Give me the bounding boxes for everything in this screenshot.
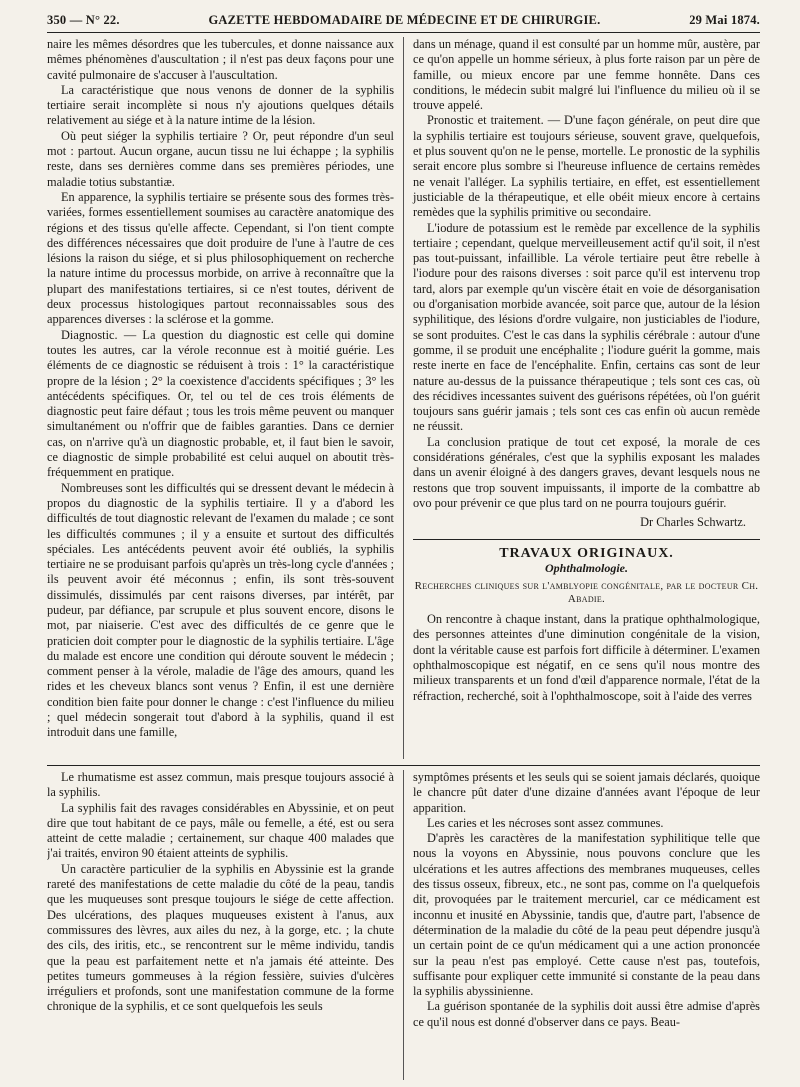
paragraph: Pronostic et traitement. — D'une façon générale, on peut dire que la syphilis tertiaire est toujours sérieuse, souvent grave, quelquefois, et plus souvent qu'on ne le pense, mortelle. Le pronostic de la syphilis serait encore plus sombre si l'heureuse influence de certains remèdes ne venait l'alléger. La syphilis tertiaire, en effet, est essentiellement justiciable de la thérapeutique, et elle obéit mieux encore à certains remèdes que la syphilis primitive ou secondaire. — [413, 113, 760, 220]
paragraph: Les caries et les nécroses sont assez communes. — [427, 815, 664, 830]
running-head — [47, 0, 760, 33]
paragraph: D'après les caractères de la manifestation syphilitique telle que nous la voyons en Abyssinie, nous pouvons conclure que les ulcérations et les autres affections des membranes muqueuses, celles des tissus osseux, fibreux, etc., ne sont pas, comme on l'a quelquefois dit, provoquées par le traitement mercuriel, car ce médicament est inconnu et inusité en Abyssinie, tandis que, d'autre part, l'absence de détermination de la maladie du côté de la peau peut dépendre jusqu'à un certain point de ce qu'un médicament qui a une action prononcée sur la peau n'est pas employé. Cette cause n'est pas, toutefois, suffisante pour expliquer cette immunité si constante de la peau dans la syphilis abyssinienne. — [413, 831, 760, 999]
paragraph: Nombreuses sont les difficultés qui se dressent devant le médecin à propos du diagnostic de la syphilis tertiaire. Il y a d'abord les difficultés de tout diagnostic relevant de l'examen du malade ; ce sont les difficultés communes ; il y a ensuite et surtout des difficultés spéciales. Les antécédents peuvent avoir été oubliés, la syphilis tertiaire ne se produisant parfois qu'après un très-long cycle d'années ; ils peuvent avoir été méconnus ; enfin, ils sont très-souvent dissimulés, dissimulés par cent raisons diverses, par intérêt, par pudeur, par défiance, par scrupule et plus souvent encore, disons le mot, par niaiserie. C'est avec des difficultés de ce genre que le praticien doit compter pour le diagnostic de la syphilis tertiaire. L'âge du malade est encore une condition qui déroute souvent le médecin ; comment penser à la vérole, maladie de l'âge des amours, quand les rides et les cheveux blancs sont venus ? Enfin, il est une dernière condition bien faite pour donner le change : c'est l'influence du milieu ; quel médecin songerait tout d'abord à la syphilis, quand il est introduit dans une famille, — [47, 480, 394, 740]
paragraph: naire les mêmes désordres que les tubercules, et donne naissance aux mêmes phénomènes d'auscultation ; il n'est pas deux façons pour une cavité pulmonaire de s'accuser à l'auscultation. — [47, 37, 394, 82]
article-title: Recherches cliniques sur l'amblyopie congénitale, par le docteur Ch. Abadie. — [414, 580, 759, 606]
section-divider — [413, 539, 760, 540]
paragraph: La caractéristique que nous venons de donner de la syphilis tertiaire serait incomplète si nous n'y ajoutions quelques détails relativement au siége et à la nature intime de la lésion. — [47, 82, 394, 128]
upper-right-column — [413, 37, 760, 759]
author-signature: Dr Charles Schwartz. — [640, 515, 746, 530]
paragraph: La syphilis fait des ravages considérables en Abyssinie, et on peut dire que tout habitant de ce pays, mâle ou femelle, a été, est ou sera atteint de cette maladie ; certainement, sur chaque 400 malades que j'ai traités, environ 90 étaient atteints de syphilis. — [47, 800, 394, 861]
lower-article-columns — [47, 770, 760, 1080]
section-subtitle: Ophthalmologie. — [544, 560, 628, 575]
upper-left-column — [47, 37, 394, 759]
issue-date: 29 Mai 1874. — [689, 13, 760, 27]
feuilleton-divider — [47, 765, 760, 766]
running-head-left — [47, 13, 120, 28]
paragraph: Où peut siéger la syphilis tertiaire ? Or, peut répondre d'un seul mot : partout. Aucun organe, aucun tissu ne lui échappe ; la syphilis reste, dans ses dernières comme dans ses premières périodes, une maladie totius substantiæ. — [47, 128, 394, 189]
paragraph: Le rhumatisme est assez commun, mais presque toujours associé à la syphilis. — [47, 770, 394, 800]
paragraph: symptômes présents et les seuls qui se soient jamais déclarés, quoique le chancre pût dater d'une dizaine d'années avant l'époque de leur apparition. — [413, 770, 760, 815]
paragraph: On rencontre à chaque instant, dans la pratique ophthalmologique, des personnes atteintes d'une diminution congénitale de la vision, dont la véritable cause est parfois fort difficile à déterminer. L'examen ophthalmoscopique est négatif, en ce sens qu'il nous montre des milieux transparents et un fond d'œil d'apparence normale, l'état de la réfraction, recherché, soit à l'ophthalmoscope, soit à l'aide des verres — [413, 612, 760, 703]
issue-number: — N° 22. — [69, 13, 120, 27]
column-rule — [403, 37, 404, 759]
section-title: TRAVAUX ORIGINAUX. — [499, 545, 674, 561]
paragraph: Diagnostic. — La question du diagnostic est celle qui domine toutes les autres, car la vérole reconnue est à moitié guérie. Les éléments de ce diagnostic se réduisent à trois : 1° la caractéristique propre de la lésion ; 2° la coexistence d'accidents spécifiques ; 3° les antécédents spécifiques. Or, tel ou tel de ces trois éléments de diagnostic peut faire défaut ; tous les trois même peuvent ou manquer simultanément ou n'offrir que de faibles garanties. Dans ce dernier cas, on n'arrive qu'à un diagnostic probable, et, il faut bien le savoir, ce diagnostic de simple probabilité est celui auquel on aboutit très-fréquemment en pratique. — [47, 327, 394, 480]
page-number: 350 — [47, 13, 67, 27]
paragraph: En apparence, la syphilis tertiaire se présente sous des formes très-variées, formes essentiellement soumises au caractère anatomique des régions et des tissus qu'elle affecte. Cependant, si l'on tient compte des différences nécessaires que doit produire de l'une à l'autre de ces lésions la raison du siége, et si plus philosophiquement on recherche la nature intime du processus morbide, on arrive à reconnaître que la plupart des manifestations tertiaires, si ce n'est toutes, dérivent de deux processus histologiques partout reconnaissables sous des apparences diverses : la sclérose et la gomme. — [47, 189, 394, 327]
column-rule — [403, 770, 404, 1080]
paragraph: La conclusion pratique de tout cet exposé, la morale de ces considérations générales, c'est que la syphilis exposant les malades dans un avenir éloigné à des dangers graves, devant lesquels nous ne restons que trop souvent impuissants, il importe de la combattre ab ovo pour prévenir ce que plus tard on ne pourra toujours guérir. — [413, 434, 760, 510]
paragraph: Un caractère particulier de la syphilis en Abyssinie est la grande rareté des manifestations de cette maladie du côté de la peau, tandis que les muqueuses sont presque toujours le siége de cette affection. Des ulcérations, des plaques muqueuses existent à l'anus, aux commissures des lèvres, aux ailes du nez, à la gorge, etc. ; la chute des cils, des iritis, etc., se rencontrent sur le même individu, tandis que la peau est parfaitement nette et n'a jamais été atteinte. Des petites tumeurs gommeuses à la région fessière, suivies d'ulcères irréguliers et profonds, sont une manifestation commune de la forme chronique de la syphilis, et ce sont quelquefois les seuls — [47, 861, 394, 1014]
lower-right-column — [413, 770, 760, 1080]
paragraph: dans un ménage, quand il est consulté par un homme mûr, austère, par ce qu'on appelle un homme sérieux, à plus forte raison par un père de famille, ou mieux encore par une femme honnête. Dans ces conditions, le médecin subit malgré lui l'influence du milieu où il se trouve appelé. — [413, 37, 760, 113]
lower-left-column — [47, 770, 394, 1080]
paragraph: L'iodure de potassium est le remède par excellence de la syphilis tertiaire ; cependant, quelque merveilleusement actif qu'il soit, il n'est pas tout-puissant, infaillible. La vérole tertiaire peut être rebelle à l'iodure pour des raisons diverses : soit parce qu'il est intervenu trop tard, alors par exemple qu'un viscère était en voie de désorganisation ou d'organisation morbide avancée, soit parce que, autour de la lésion syphilitique, des lésions d'ordre vulgaire, non justiciables de l'iodure, se sont produites. C'est le cas dans la syphilis cérébrale : autour d'une gomme, il se produit une encéphalite ; l'iodure guérit la gomme, mais reste inerte en face de l'encéphalite. Enfin, certains cas sont de leur nature au-dessus de la puissance thérapeutique ; tels sont ces cas, où des récidives incessantes suivent des guérisons répétées, où l'on guérit toujours sans guérir jamais ; tels sont ces cas enfin où aucun remède ne réussit. — [413, 220, 760, 434]
upper-article-columns — [47, 37, 760, 759]
paragraph: La guérison spontanée de la syphilis doit aussi être admise d'après ce qu'il nous est donné d'observer dans ce pays. Beau- — [413, 999, 760, 1029]
journal-title: GAZETTE HEBDOMADAIRE DE MÉDECINE ET DE CHIRURGIE. — [208, 13, 601, 27]
